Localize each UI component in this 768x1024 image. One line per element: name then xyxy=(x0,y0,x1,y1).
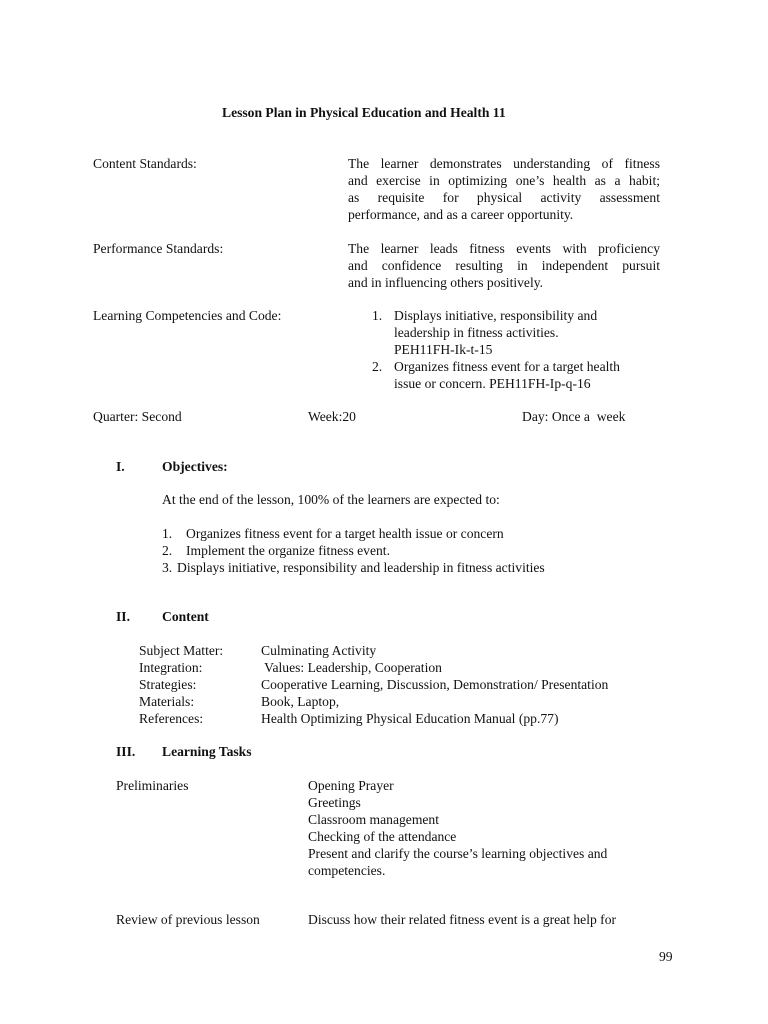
content-row-label: Subject Matter: xyxy=(139,643,224,658)
objective-number: 2. xyxy=(162,543,173,558)
content-standards-line: The learner demonstrates understanding of fitness xyxy=(348,156,660,171)
content-standards-line: and exercise in optimizing one’s health as a habit; xyxy=(348,173,660,188)
competency-code: PEH11FH-Ik-t-15 xyxy=(394,342,493,357)
performance-standards-label: Performance Standards: xyxy=(93,241,224,256)
content-standards-text xyxy=(348,155,660,223)
content-standards-line: as requisite for physical activity assessment xyxy=(348,190,660,205)
quarter-label: Quarter: Second xyxy=(93,409,182,424)
preliminaries-label: Preliminaries xyxy=(116,778,189,793)
review-label: Review of previous lesson xyxy=(116,912,260,927)
content-row-label: Materials: xyxy=(139,694,195,709)
document-title: Lesson Plan in Physical Education and Health 11 xyxy=(222,105,506,120)
competency-line: Organizes fitness event for a target health xyxy=(394,359,620,374)
objective-item: Implement the organize fitness event. xyxy=(186,543,390,558)
objectives-numeral: I. xyxy=(116,459,125,474)
preliminaries-list xyxy=(308,777,607,879)
content-row-label: Strategies: xyxy=(139,677,197,692)
day-label: Day: Once a week xyxy=(522,409,626,424)
performance-standards-line: and in influencing others positively. xyxy=(348,275,544,290)
content-row-value: Book, Laptop, xyxy=(261,694,340,709)
content-heading: Content xyxy=(162,609,209,624)
performance-standards-line: and confidence resulting in independent pursuit xyxy=(348,258,660,273)
content-numeral: II. xyxy=(116,609,130,624)
performance-standards-line: The learner leads fitness events with proficiency xyxy=(348,241,660,256)
review-text: Discuss how their related fitness event is a great help for xyxy=(308,912,617,927)
objective-number: 3. xyxy=(162,560,173,575)
competency-number: 2. xyxy=(372,359,383,374)
content-row-label: Integration: xyxy=(139,660,203,675)
content-row-value: Health Optimizing Physical Education Manual (pp.77) xyxy=(261,711,559,726)
preliminaries-item: Greetings xyxy=(308,795,361,810)
competency-line: issue or concern. PEH11FH-Ip-q-16 xyxy=(394,376,591,391)
objective-item: Organizes fitness event for a target health issue or concern xyxy=(186,526,504,541)
competency-line: leadership in fitness activities. xyxy=(394,325,559,340)
learning-competencies-label: Learning Competencies and Code: xyxy=(93,308,282,323)
content-standards-line: performance, and as a career opportunity. xyxy=(348,207,574,222)
preliminaries-item: Opening Prayer xyxy=(308,778,394,793)
learning-tasks-numeral: III. xyxy=(116,744,136,759)
objective-item: Displays initiative, responsibility and leadership in fitness activities xyxy=(177,560,545,575)
preliminaries-item: Checking of the attendance xyxy=(308,829,457,844)
preliminaries-item: competencies. xyxy=(308,863,386,878)
competency-item xyxy=(394,307,597,358)
content-row-value: Culminating Activity xyxy=(261,643,377,658)
performance-standards-text xyxy=(348,240,660,291)
objectives-heading: Objectives: xyxy=(162,459,228,474)
week-label: Week:20 xyxy=(308,409,356,424)
competency-line: Displays initiative, responsibility and xyxy=(394,308,598,323)
objective-number: 1. xyxy=(162,526,173,541)
preliminaries-item: Present and clarify the course’s learning objectives and xyxy=(308,846,608,861)
content-row-value: Cooperative Learning, Discussion, Demonstration/ Presentation xyxy=(261,677,609,692)
page-number: 99 xyxy=(659,949,673,964)
competency-item xyxy=(394,358,620,392)
preliminaries-item: Classroom management xyxy=(308,812,439,827)
content-row-label: References: xyxy=(139,711,204,726)
content-standards-label: Content Standards: xyxy=(93,156,197,171)
learning-tasks-heading: Learning Tasks xyxy=(162,744,252,759)
content-row-value: Values: Leadership, Cooperation xyxy=(261,660,442,675)
objectives-intro: At the end of the lesson, 100% of the learners are expected to: xyxy=(162,492,500,507)
competency-number: 1. xyxy=(372,308,383,323)
